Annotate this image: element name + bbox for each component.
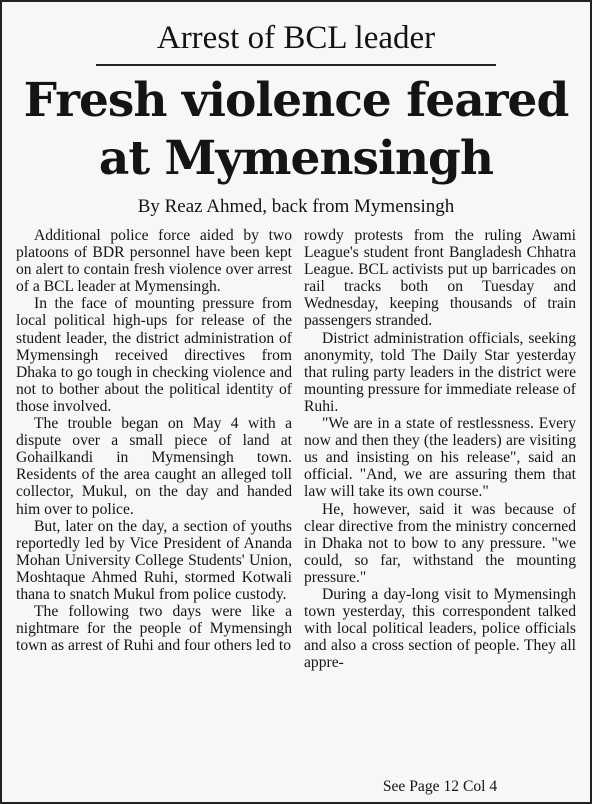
- paragraph: "We are in a state of restlessness. Every now and then they (the leaders) are visiting us and insisting on his release", said an official. "And, we are assuring them that law will take its own course.": [304, 415, 576, 501]
- article-column-right: [304, 227, 576, 671]
- byline: By Reaz Ahmed, back from Mymensingh: [137, 196, 455, 217]
- headline-line-1: Fresh violence feared: [23, 73, 569, 128]
- kicker-rule: [96, 64, 496, 66]
- paragraph: The trouble began on May 4 with a dispute over a small piece of land at Gohailkandi in Mymensingh town. Residents of the area caught an alleged toll collector, Mukul, on the day and handed him over to police.: [16, 415, 292, 518]
- paragraph: But, later on the day, a section of youths reportedly led by Vice President of Ananda Mohan University College Students' Union, Moshtaque Ahmed Ruhi, stormed Kotwali thana to snatch Mukul from police custody.: [16, 517, 292, 603]
- paragraph: During a day-long visit to Mymensingh town yesterday, this correspondent talked with local political leaders, police officials and also a cross section of people. They all appre-: [304, 585, 576, 672]
- kicker: Arrest of BCL leader: [156, 20, 436, 56]
- paragraph: District administration officials, seeking anonymity, told The Daily Star yesterday that ruling party leaders in the district were mounting pressure for immediate release of Ruhi.: [304, 329, 576, 415]
- headline: [2, 72, 590, 188]
- article-column-left: [16, 227, 292, 654]
- paragraph: In the face of mounting pressure from local political high-ups for release of the student leader, the district administration of Mymensingh received directives from Dhaka to go tough in checking violence and not to bother about the political identity of those involved.: [16, 295, 292, 415]
- paragraph-continued: rowdy protests from the ruling Awami League's student front Bangladesh Chhatra League. BCL activists put up barricades on rail tracks both on Tuesday and Wednesday, keeping thousands of train passengers stranded.: [304, 227, 576, 330]
- headline-line-2: at Mymensingh: [98, 131, 494, 186]
- paragraph: He, however, said it was because of clear directive from the ministry concerned in Dhaka not to bow to any pressure. "we could, so far, withstand the mounting pressure.": [304, 500, 576, 586]
- continuation-jump-line: See Page 12 Col 4: [382, 778, 498, 795]
- paragraph: Additional police force aided by two platoons of BDR personnel have been kept on alert to contain fresh violence over arrest of a BCL leader at Mymensingh.: [16, 227, 292, 296]
- paragraph: The following two days were like a nightmare for the people of Mymensingh town as arrest of Ruhi and four others led to: [16, 603, 292, 655]
